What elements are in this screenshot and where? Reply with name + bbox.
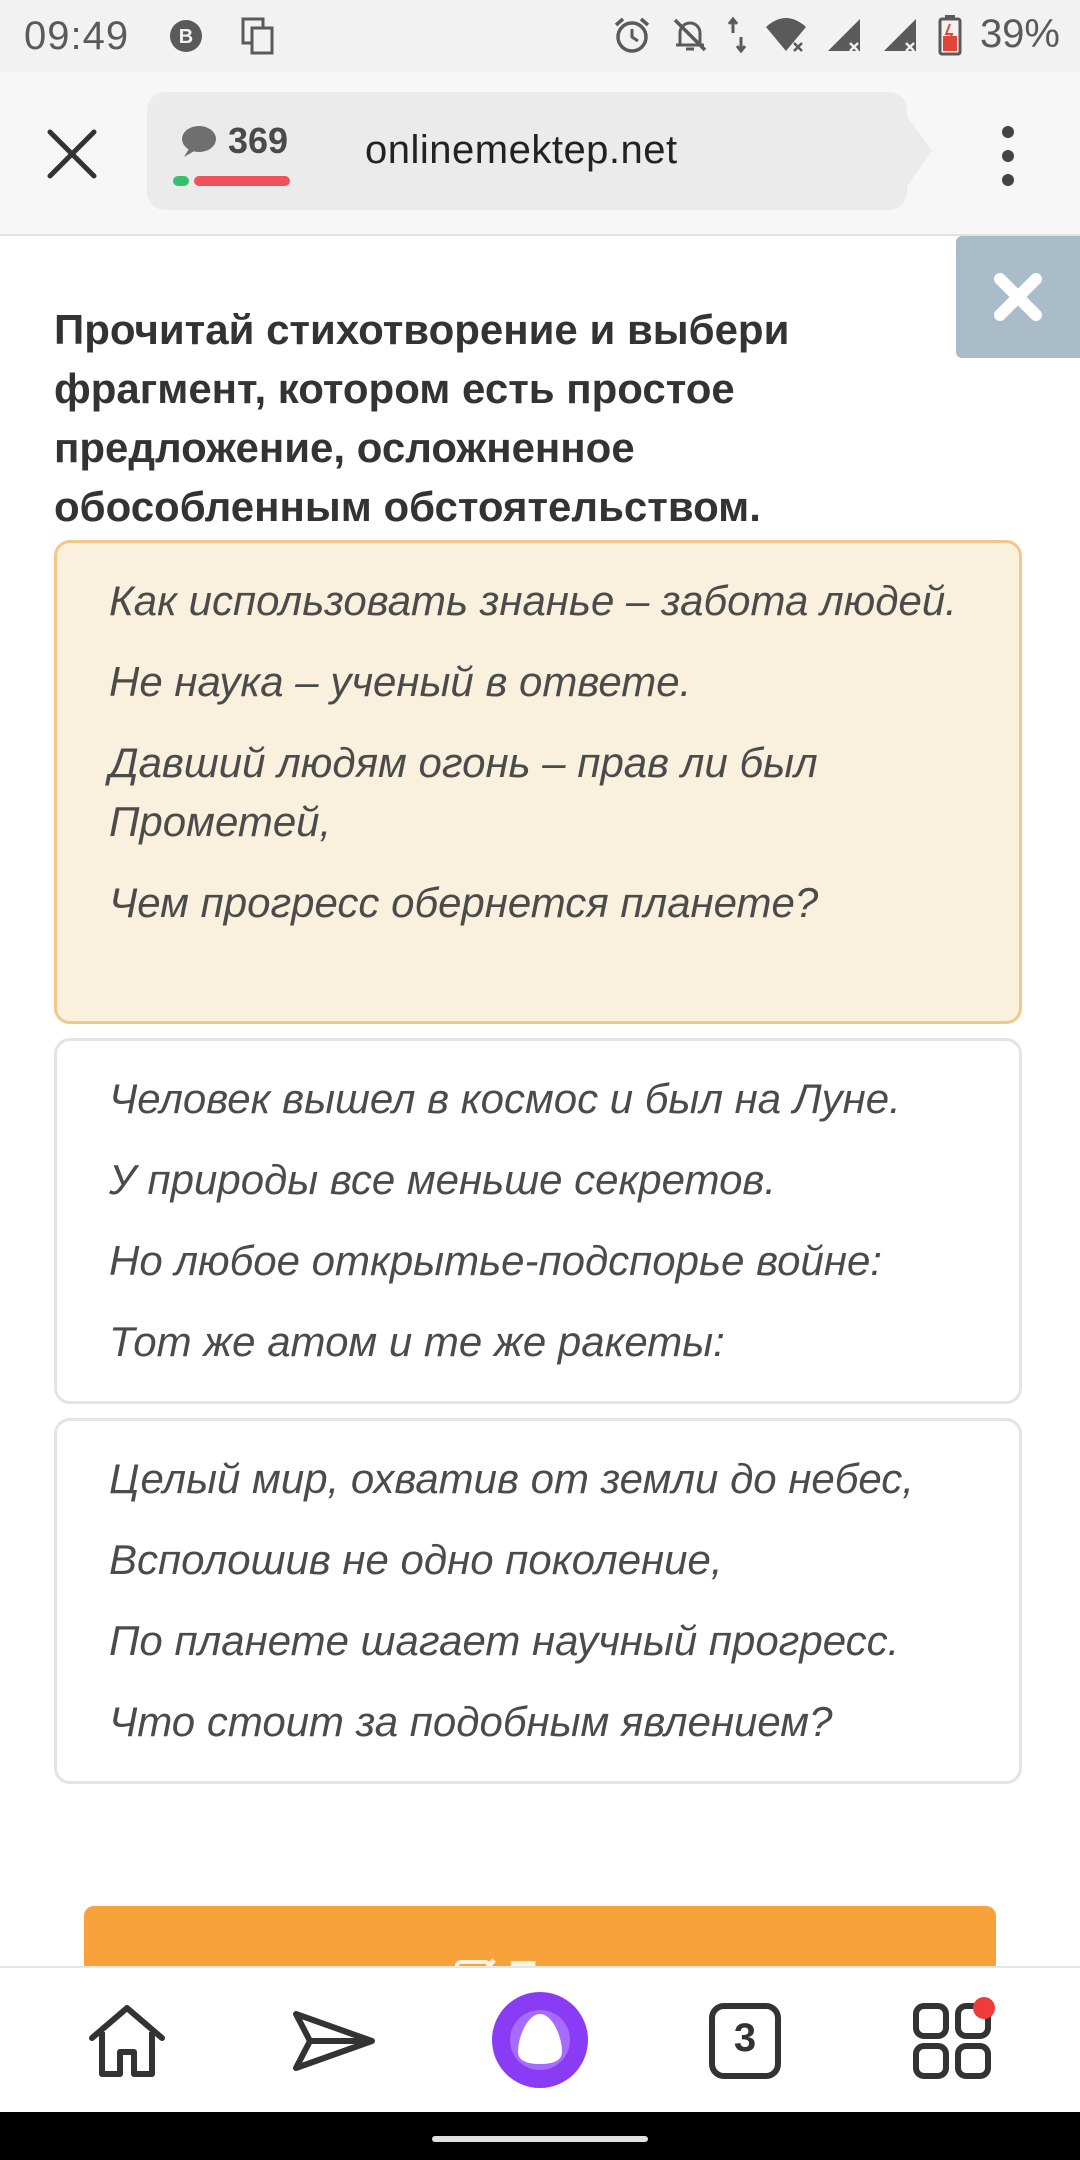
option-line: Но любое открытье-подспорье войне:: [109, 1237, 882, 1284]
rating-bar-positive: [173, 176, 189, 186]
answer-option-3[interactable]: [54, 1418, 1022, 1784]
option-line: Как использовать знанье – забота людей.: [109, 577, 957, 624]
tabs-count: 3: [733, 2016, 757, 2060]
alice-icon[interactable]: [490, 1990, 590, 2090]
option-line: Целый мир, охватив от земли до небес,: [109, 1455, 914, 1502]
rating-bar-negative: [194, 176, 290, 186]
home-icon[interactable]: [82, 1996, 172, 2086]
tabs-button[interactable]: [700, 1996, 790, 2086]
notifications-off-icon: [670, 15, 710, 55]
b-badge-icon: [168, 18, 204, 54]
bottom-navigation: [0, 1966, 1080, 2114]
apps-icon[interactable]: [908, 1996, 998, 2086]
option-line: Чем прогресс обернется планете?: [109, 879, 819, 926]
option-line: Человек вышел в космос и был на Луне.: [109, 1075, 901, 1122]
comment-bubble-icon: [178, 123, 218, 159]
alarm-icon: [612, 15, 652, 55]
data-arrows-icon: [728, 15, 746, 55]
comments-badge[interactable]: [178, 120, 288, 162]
more-menu-icon[interactable]: [996, 124, 1020, 188]
battery-percent: 39%: [979, 12, 1060, 56]
status-bar: [0, 0, 1080, 72]
close-icon: [956, 236, 1080, 358]
close-icon[interactable]: [42, 124, 102, 184]
answer-option-2[interactable]: [54, 1038, 1022, 1404]
option-line: Тот же атом и те же ракеты:: [109, 1318, 725, 1365]
option-line: У природы все меньше секретов.: [109, 1156, 777, 1203]
battery-icon: [938, 14, 962, 56]
answer-option-1[interactable]: [54, 540, 1022, 1024]
comments-count: 369: [228, 120, 289, 161]
address-bar-tip: [890, 92, 932, 210]
option-line: Всполошив не одно поколение,: [109, 1536, 723, 1583]
option-line: Что стоит за подобным явлением?: [109, 1698, 833, 1745]
close-overlay-button[interactable]: [956, 236, 1080, 358]
question-text: Прочитай стихотворение и выбери фрагмент, котором есть простое предложение, осложненное обособленным обстоятельством.: [54, 306, 790, 530]
status-left-icons: [168, 16, 276, 56]
status-time: 09:49: [24, 14, 130, 58]
status-right: [612, 12, 1060, 57]
option-line: По планете шагает научный прогресс.: [109, 1617, 900, 1664]
wifi-icon: [764, 15, 808, 55]
signal-icon: [826, 15, 864, 55]
copy-icon: [240, 16, 276, 56]
option-line: Давший людям огонь – прав ли был Прометей,: [109, 739, 818, 845]
home-gesture-pill[interactable]: [432, 2136, 648, 2142]
send-icon[interactable]: [288, 1996, 378, 2086]
svg-text:B: B: [178, 26, 194, 48]
url-text[interactable]: onlinemektep.net: [365, 128, 678, 172]
signal-icon-2: [882, 15, 920, 55]
browser-toolbar: [0, 72, 1080, 236]
option-line: Не наука – ученый в ответе.: [109, 658, 692, 705]
